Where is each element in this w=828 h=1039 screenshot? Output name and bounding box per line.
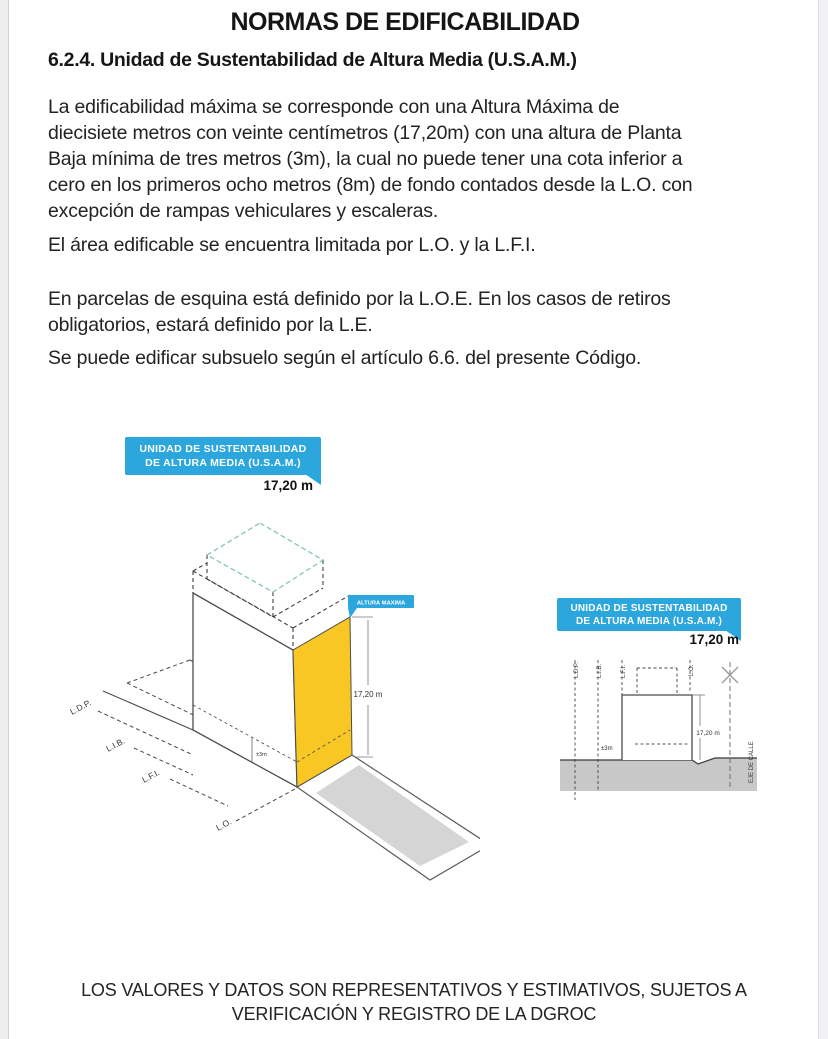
paragraph-edificabilidad (48, 94, 796, 224)
lib-line (134, 748, 193, 775)
lfi-label: L.F.I. (621, 664, 627, 678)
callout-line: UNIDAD DE SUSTENTABILIDAD (139, 443, 307, 455)
paragraph-line: Se puede edificar subsuelo según el artículo 6.6. del presente Código. (48, 347, 642, 369)
lfi-label: L.F.I. (140, 767, 162, 785)
lfi-line (170, 779, 228, 806)
footer-line: LOS VALORES Y DATOS SON REPRESENTATIVOS Y ESTIMATIVOS, SUJETOS A (81, 980, 747, 1000)
paragraph-line: diecisiete metros con veinte centímetros (17,20m) con una altura de Planta (48, 122, 682, 144)
lo-line (236, 789, 295, 821)
lot-edge-solid (103, 691, 193, 730)
callout-line: DE ALTURA MEDIA (U.S.A.M.) (575, 616, 723, 627)
building-front-face (193, 593, 297, 787)
callout-line: DE ALTURA MEDIA (U.S.A.M.) (145, 457, 301, 469)
lo-label: L.O. (689, 664, 695, 676)
height-dimension-label: 17,20 m (353, 690, 383, 699)
paragraph-line: El área edificable se encuentra limitada por L.O. y la L.F.I. (48, 234, 536, 256)
lib-label: L.I.B. (104, 735, 127, 754)
photo-edge-left (0, 0, 9, 1039)
usam-callout-section (557, 598, 741, 631)
section-heading: 6.2.4. Unidad de Sustentabilidad de Altura Media (U.S.A.M.) (48, 49, 577, 71)
ldp-label: L.D.P. (68, 697, 93, 717)
building-profile-fill (622, 695, 692, 760)
footer-disclaimer (40, 978, 788, 1026)
roof-plane-teal-dashed (207, 523, 323, 592)
callout-height-value: 17,20 m (263, 478, 313, 493)
paragraph-line: excepción de rampas vehiculares y escaleras. (48, 200, 439, 222)
lot-line-dashed (127, 660, 190, 683)
usam-callout-axonometric (125, 437, 321, 475)
paragraph-area-edificable (48, 232, 796, 258)
footer-line: VERIFICACIÓN Y REGISTRO DE LA DGROC (231, 1004, 597, 1024)
page-title: NORMAS DE EDIFICABILIDAD (230, 8, 580, 36)
section-diagram (545, 648, 810, 858)
callout-height-value: 17,20 m (689, 632, 739, 647)
paragraph-line: obligatorios, estará definido por la L.E. (48, 314, 373, 336)
pb-height-label: ±3m (601, 746, 613, 752)
paragraph-subsuelo (48, 345, 796, 371)
setback-volume-dashed (637, 668, 677, 695)
callout-line: UNIDAD DE SUSTENTABILIDAD (570, 603, 728, 614)
paragraph-line: Baja mínima de tres metros (3m), la cual no puede tener una cota inferior a (48, 148, 683, 170)
axonometric-diagram (60, 515, 480, 885)
height-dimension-label: 17,20 m (696, 730, 720, 737)
eje-de-calle-label: EJE DE CALLE (749, 741, 755, 783)
paragraph-parcelas-esquina (48, 286, 796, 338)
altura-maxima-label: ALTURA MAXIMA (356, 600, 406, 607)
lib-label: L.I.B. (597, 663, 603, 678)
lo-label: L.O. (214, 816, 234, 833)
paragraph-line: La edificabilidad máxima se corresponde con una Altura Máxima de (48, 96, 620, 118)
pb-height-label: ±3m (256, 752, 267, 758)
paragraph-line: cero en los primeros ocho metros (8m) de fondo contados desde la L.O. con (48, 174, 693, 196)
photo-edge-right (818, 0, 828, 1039)
ground-fill (560, 758, 757, 791)
ldp-label: L.D.P. (574, 662, 580, 678)
altura-maxima-tag-tail (348, 608, 357, 618)
paragraph-line: En parcelas de esquina está definido por la L.O.E. En los casos de retiros (48, 288, 671, 310)
